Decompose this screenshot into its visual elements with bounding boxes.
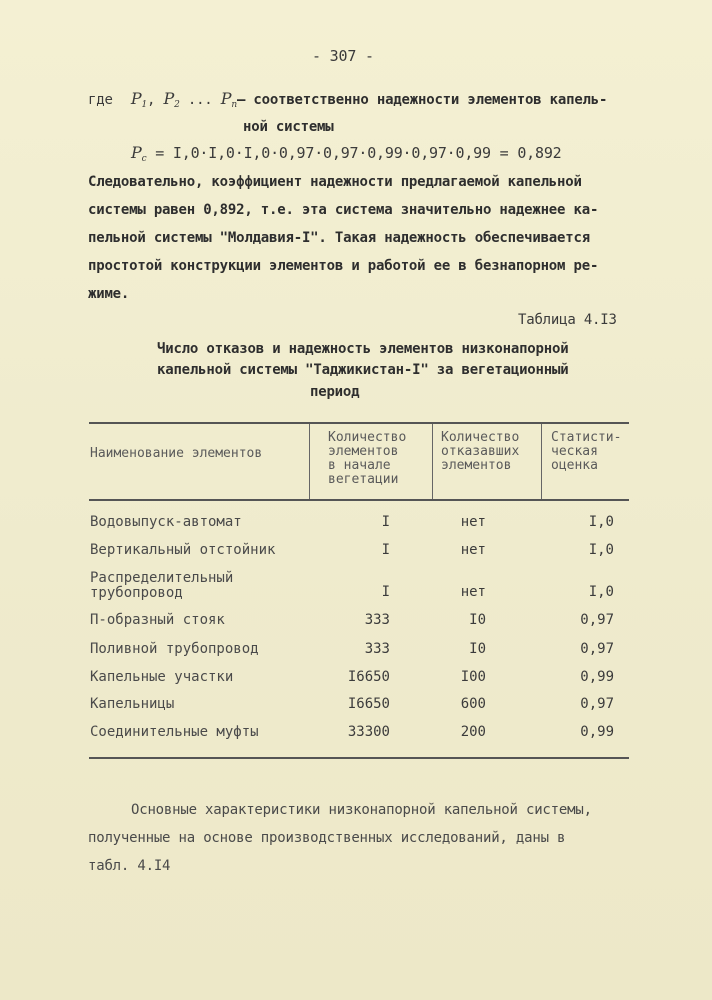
table-caption-line: период: [310, 384, 360, 400]
row-count: 33300: [347, 724, 390, 740]
row-name: Вертикальный отстойник: [90, 542, 276, 558]
pn-symbol: $P_n$: [220, 89, 237, 110]
row-name: П-образный стояк: [90, 612, 225, 628]
paragraph-line: системы равен 0,892, т.е. эта система значительно надежнее ка-: [88, 202, 599, 218]
intro-line-1-rest: – соответственно надежности элементов капель-: [236, 92, 608, 108]
row-score: 0,97: [580, 641, 614, 657]
row-score: 0,99: [580, 669, 614, 685]
table-caption-line: капельной системы "Таджикистан-I" за вегетационный: [157, 362, 569, 378]
row-score: 0,99: [580, 724, 614, 740]
closing-line: табл. 4.I4: [88, 858, 171, 874]
table-bottom-rule: [89, 757, 629, 759]
row-score: 0,97: [580, 612, 614, 628]
row-failed: 600: [460, 696, 486, 712]
row-name: Распределительный: [90, 570, 234, 586]
intro-line-1: где $P_1$, $P_2$ ... $P_n-$ соответственно надежности элементов капель-: [88, 89, 608, 110]
row-count: I: [381, 584, 390, 600]
row-score: I,0: [588, 542, 614, 558]
p1-symbol: $P_1$: [130, 89, 148, 110]
header-statistical-score: Статисти- ческая оценка: [551, 430, 622, 473]
where-word: где: [88, 92, 113, 108]
intro-line-2: ной системы: [243, 119, 334, 135]
row-failed: I00: [460, 669, 486, 685]
row-failed: I0: [469, 641, 486, 657]
row-name: Водовыпуск-автомат: [90, 514, 242, 530]
paragraph-line: жиме.: [88, 286, 130, 302]
row-score: I,0: [588, 514, 614, 530]
row-count: I6650: [347, 696, 390, 712]
header-element-name: Наименование элементов: [90, 446, 263, 461]
header-element-count: Количество элементов в начале вегетации: [328, 430, 407, 487]
row-count: 333: [364, 641, 390, 657]
row-name: Соединительные муфты: [90, 724, 259, 740]
row-count: I6650: [347, 669, 390, 685]
page-number: - 307 -: [312, 47, 374, 65]
paragraph-line: Следовательно, коэффициент надежности предлагаемой капельной: [88, 174, 582, 190]
formula-rhs: = I,0·I,0·I,0·0,97·0,97·0,99·0,97·0,99 = 0,892: [155, 144, 562, 162]
table-col-divider: [309, 424, 310, 499]
table-label: Таблица 4.I3: [518, 312, 617, 328]
row-failed: нет: [460, 584, 486, 600]
table-header-rule: [89, 499, 629, 501]
table-col-divider: [432, 424, 433, 499]
row-name: Поливной трубопровод: [90, 641, 259, 657]
table-caption-line: Число отказов и надежность элементов низконапорной: [157, 341, 569, 357]
row-count: I: [381, 514, 390, 530]
row-name: Капельные участки: [90, 669, 234, 685]
row-count: I: [381, 542, 390, 558]
p2-symbol: $P_2$: [163, 89, 180, 110]
paragraph-line: пельной системы "Молдавия-I". Такая надежность обеспечивается: [88, 230, 590, 246]
row-failed: нет: [460, 514, 486, 530]
pc-symbol: $P_c$: [131, 143, 147, 164]
row-score: I,0: [588, 584, 614, 600]
table-col-divider: [541, 424, 542, 499]
paragraph-line: простотой конструкции элементов и работой ее в безнапорном ре-: [88, 258, 599, 274]
row-failed: 200: [460, 724, 486, 740]
row-failed: нет: [460, 542, 486, 558]
row-failed: I0: [469, 612, 486, 628]
header-failed-count: Количество отказавших элементов: [441, 430, 520, 473]
table-top-rule: [89, 422, 629, 424]
row-score: 0,97: [580, 696, 614, 712]
closing-line: полученные на основе производственных исследований, даны в: [88, 830, 566, 846]
reliability-formula: [131, 144, 561, 168]
row-count: 333: [364, 612, 390, 628]
row-name: Капельницы: [90, 696, 175, 712]
row-name-cont: трубопровод: [90, 585, 183, 601]
closing-line: Основные характеристики низконапорной капельной системы,: [131, 802, 592, 818]
